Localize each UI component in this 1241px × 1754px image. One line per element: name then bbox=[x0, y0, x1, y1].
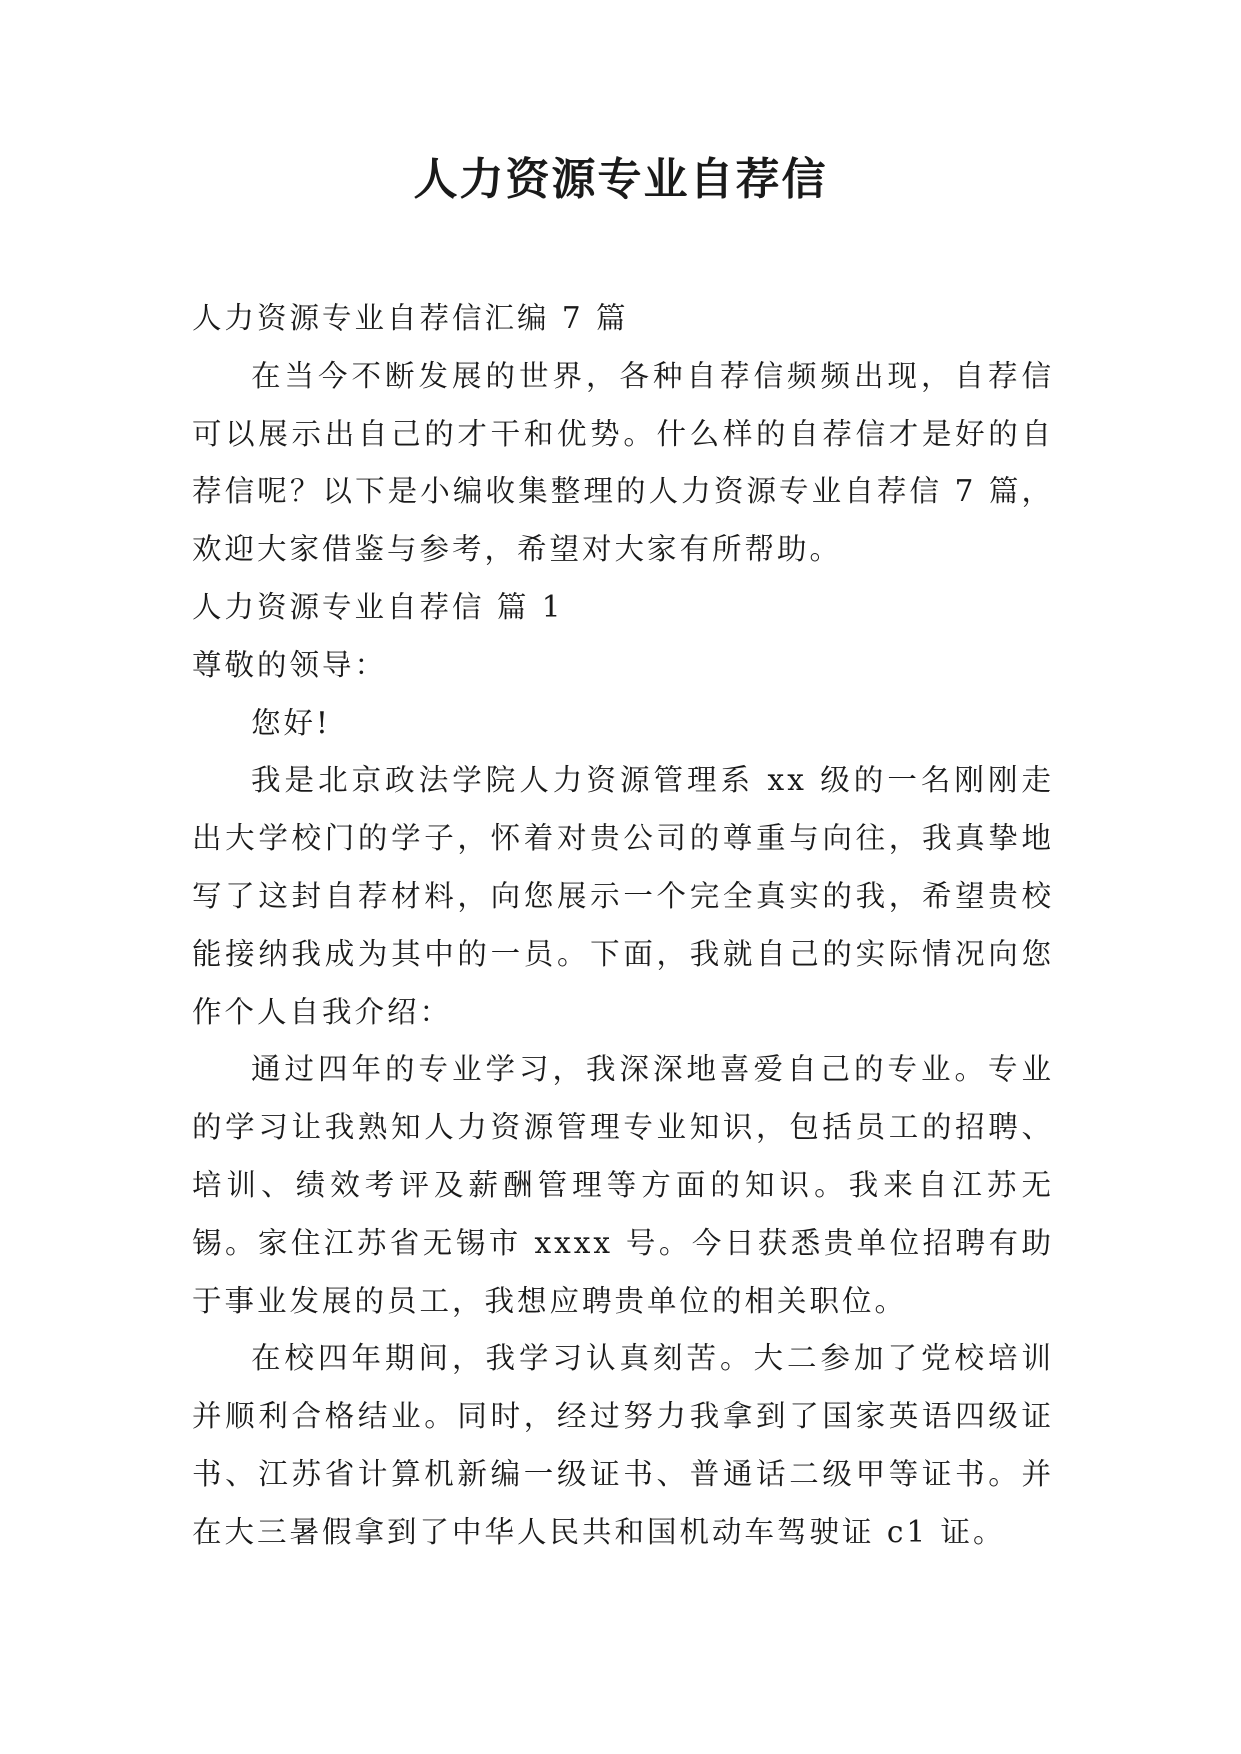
body-paragraph: 在校四年期间，我学习认真刻苦。大二参加了党校培训并顺利合格结业。同时，经过努力我拿到了国家英语四级证书、江苏省计算机新编一级证书、普通话二级甲等证书。并在大三暑假拿到了中华人民共和国机动车驾驶证 c1 证。 bbox=[192, 1341, 1054, 1549]
salutation: 尊敬的领导： bbox=[192, 647, 388, 682]
document-body bbox=[192, 290, 1054, 1562]
body-paragraph: 我是北京政法学院人力资源管理系 xx 级的一名刚刚走出大学校门的学子，怀着对贵公司的尊重与向往，我真挚地写了这封自荐材料，向您展示一个完全真实的我，希望贵校能接纳我成为其中的一员。下面，我就自己的实际情况向您作个人自我介绍： bbox=[192, 763, 1054, 1029]
greeting: 您好! bbox=[251, 705, 331, 740]
document-title: 人力资源专业自荐信 bbox=[413, 154, 828, 205]
document-subtitle: 人力资源专业自荐信汇编 7 篇 bbox=[192, 301, 629, 335]
section-heading: 人力资源专业自荐信 篇 1 bbox=[192, 589, 564, 624]
body-paragraph: 通过四年的专业学习，我深深地喜爱自己的专业。专业的学习让我熟知人力资源管理专业知识，包括员工的招聘、培训、绩效考评及薪酬管理等方面的知识。我来自江苏无锡。家住江苏省无锡市 xxxx 号。今日获悉贵单位招聘有助于事业发展的员工，我想应聘贵单位的相关职位。 bbox=[192, 1052, 1054, 1318]
intro-paragraph: 在当今不断发展的世界，各种自荐信频频出现，自荐信可以展示出自己的才干和优势。什么样的自荐信才是好的自荐信呢？以下是小编收集整理的人力资源专业自荐信 7 篇，欢迎大家借鉴与参考，希望对大家有所帮助。 bbox=[192, 358, 1054, 567]
